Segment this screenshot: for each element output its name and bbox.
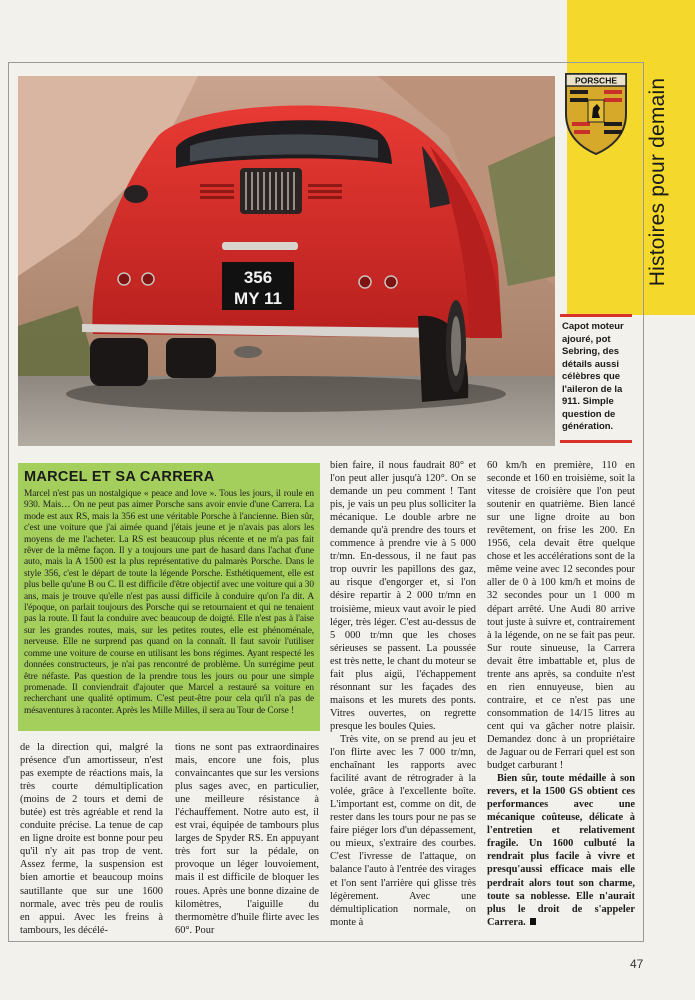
rubric-text: Histoires pour demain <box>646 77 669 287</box>
porsche-356-rear-illustration <box>18 76 555 446</box>
page-number: 47 <box>630 957 644 971</box>
column-4-conclusion-text: Bien sûr, toute médaille à son revers, et la 1500 GS obtient ces performances avec une mécanique coûteuse, délicate à l'entretien et relativement fragile. Un 1600 culbuté la rendrait plus facile à vivre et presqu'aussi efficace mais elle perdrait alors tout son charme, toute sa noblesse. Elle n'aurait plus le droit de s'appeler Carrera. <box>487 773 635 928</box>
car-photo <box>18 76 555 446</box>
rubric-label <box>640 62 676 302</box>
column-2-text: tions ne sont pas extraordinaires mais, encore une fois, plus convaincantes que sur les versions plus sages avec, en particulier, une meilleure résistance à l'échauffement. Notre auto est, il est vrai, équipée de tambours plus larges de Spyder RS. En appuyant très fort sur la pédale, on provoque un léger louvoiement, mais il est difficile de bloquer les roues. Après une bonne dizaine de kilomètres, l'aiguille du thermomètre d'huile flirte avec les 60°. Pour <box>175 742 319 936</box>
sidebar-title: MARCEL ET SA CARRERA <box>24 469 215 485</box>
article-column-1 <box>20 741 163 937</box>
end-of-article-mark-icon <box>530 918 536 925</box>
column-4-paragraph-1: 60 km/h en première, 110 en seconde et 160 en troisième, soit la vitesse de croisière que l'on peut soutenir en quatrième. Bien lancé sur une ligne droite au bon revêtement, on frise les 200. En 1956, cela devait être quelque chose et les accélérations sont de la même veine avec 12 secondes pour aller de 0 à 100 km/h et moins de 32 secondes pour un 1 000 m départ arrêté. Une Audi 80 arrive tout juste à suivre et, contrairement à la légende, on ne se fait pas peur. Sur route sinueuse, la Carrera devait être imbattable et, plus de trente ans après, sa conduite n'est en rien ennuyeuse, bien au contraire, et ce n'est pas une consommation de 14/15 litres au cent qui va gâcher notre plaisir. Demandez donc à un propriétaire de Jaguar ou de Ferrari quel est son budget carburant ! <box>487 460 635 772</box>
porsche-crest-icon <box>562 70 630 156</box>
photo-caption: Capot moteur ajouré, pot Sebring, des détails aussi célèbres que l'aileron de la 911. Simple question de génération. <box>560 314 632 443</box>
column-1-text: de la direction qui, malgré la présence d'un amortisseur, n'est pas exempte de réactions mais, la très courte démultiplication (moins de 2 tours et demi de butée) est très agréable et rend la conduite précise. La tenue de cap en ligne droite est bonne pour peu qu'il n'y ait pas trop de vent. Assez ferme, la suspension est bien amortie et beaucoup moins sautillante que sur une 1600 normale, avec très peu de roulis en appui. Avec les freins à tambours, les décélé- <box>20 742 163 936</box>
article-column-2 <box>175 741 319 937</box>
article-column-3 <box>330 459 476 937</box>
column-3-paragraph-2: Très vite, on se prend au jeu et l'on flirte avec les 7 000 tr/mn, enchaînant les rapports avec facilité avant de rétrograder à la volée, grâce à l'excellente boîte. L'important est, comme on dit, de rester dans les tours pour ne pas se faire piéger lors d'un dépassement, ou mieux, s'extraire des courbes. C'est l'ivresse de l'attaque, on balance l'auto à l'entrée des virages et l'on sent l'arrière qui glisse très légèrement. Avec une démultiplication normale, on monte à <box>330 733 476 928</box>
sidebar-body: Marcel n'est pas un nostalgique « peace and love ». Tous les jours, il roule en 930. Mais… On ne peut pas aimer Porsche sans avoir envie d'une Carrera. La mode est aux RS, mais la 356 est une véritable Porsche à l'ancienne. Bien sûr, c'est une voiture que j'ai aimée quand j'étais jeune et je n'avais pas alors les moyens de me l'acheter. La RS est beaucoup plus récente et ne m'a pas fait rêver de la même façon. Il y a toujours une part de hasard dans l'achat d'une auto, mais la A 1500 est la plus représentative du palmarès Porsche. Dans le style 356, c'est le départ de toute la légende Porsche. Esthétiquement, elle est plus belle qu'une B ou C. Il est difficile d'être objectif avec une voiture qui a 30 ans, mais je trouve qu'elle n'est pas aussi difficile à conduire qu'on l'a dit. A l'époque, on parlait toujours des Porsche qui se retournaient et qui ne tenaient pas la route. Il faut la conduire avec beaucoup de doigté. Elle n'est pas à l'aise sur les grandes routes, mais, sur les petites routes, elle est phénoménale, nerveuse. Elle ne surprend pas quand on la connaît. Il faut savoir l'utiliser comme une voiture de course en utilisant les bons régimes. Ayant respecté les données constructeurs, je n'ai pas rencontré de problème. Un surrégime peut être néfaste. Pas question de la prendre tous les jours ou pour une simple promenade. Il conviendrait d'ajouter que Marcel a restauré sa voiture en recherchant une qualité optimum. C'est peut-être pour cela qu'il n'a pas de mésaventures à raconter. Après les Mille Milles, il sera au Tour de Corse ! <box>24 489 314 716</box>
plate-number-top: 356 <box>243 268 273 287</box>
sidebar-box <box>18 463 320 731</box>
column-3-paragraph-1: bien faire, il nous faudrait 80° et l'on peut aller jusqu'à 120°. On se demande un peu comment ! Tant pis, je vais un peu plus solliciter la mécanique. Le double arbre ne demande qu'à prendre des tours et commence à prendre vie à 5 000 tr/mn. En-dessous, il ne faut pas trop ouvrir les papillons des gaz, au risque d'engorger et, si l'on désire repartir à 2 000 tr/mn en troisième, mieux vaut avoir le pied léger, très léger. C'est au-dessus de 5 000 tr/mn que les choses sérieuses se passent. La poussée est très nette, le chant du moteur se fait plus aigü, l'échappement résonnant sur les façades des maisons et les murets des ponts. Vitres ouvertes, on regrette presque les boules Quies. <box>330 460 476 732</box>
crest-wordmark: PORSCHE <box>574 75 618 86</box>
article-column-4 <box>487 459 635 937</box>
column-4-conclusion <box>487 772 635 929</box>
plate-number-bottom: MY 11 <box>234 289 282 308</box>
